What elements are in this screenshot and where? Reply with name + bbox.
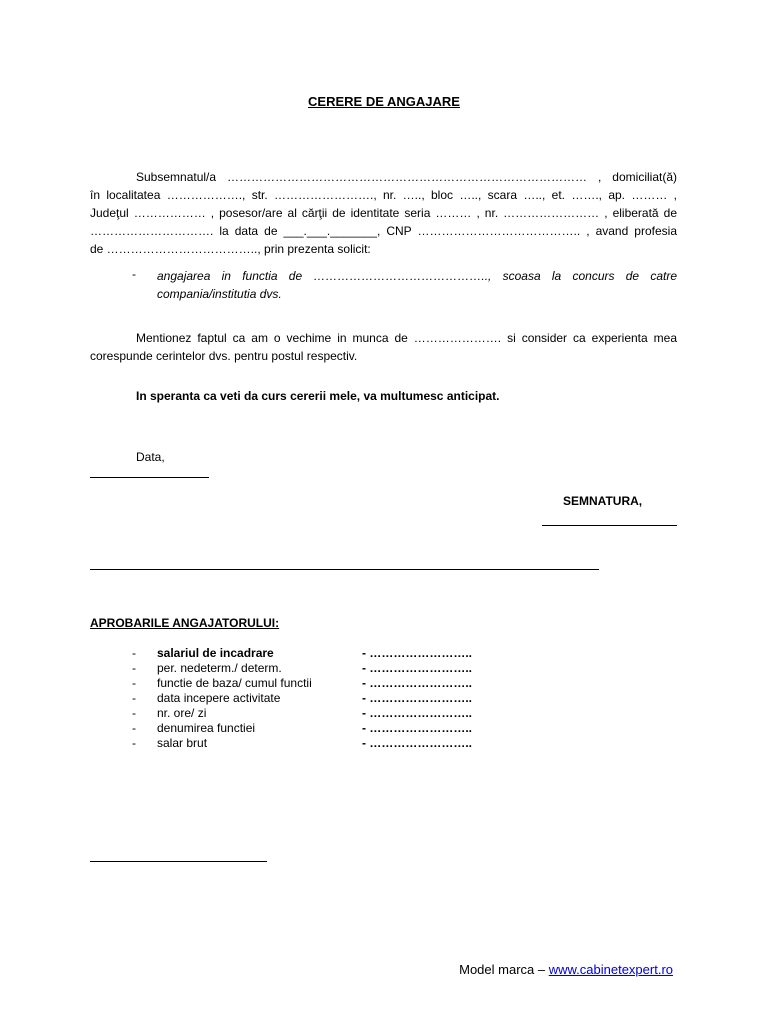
approval-label: data incepere activitate: [157, 691, 281, 705]
approval-dash: -: [132, 691, 136, 705]
section-divider: [90, 569, 599, 570]
date-label: Data,: [136, 450, 165, 464]
paragraph-line: în localitatea ………………., str. ……………………., nr. ….., bloc ….., scara ….., et. ……., ap. ……… ,: [90, 188, 677, 202]
footer-note: [459, 962, 673, 977]
approval-value: - ……………………..: [362, 706, 472, 720]
footer-link[interactable]: www.cabinetexpert.ro: [548, 962, 673, 977]
bullet-dash: -: [132, 267, 136, 281]
approval-dash: -: [132, 676, 136, 690]
experience-paragraph: [90, 329, 677, 365]
approval-label: functie de baza/ cumul functii: [157, 676, 312, 690]
approval-value: - ……………………..: [362, 646, 472, 660]
requested-position-item: [157, 267, 677, 303]
approval-dash: -: [132, 661, 136, 675]
paragraph-line: corespunde cerintelor dvs. pentru postul respectiv.: [90, 349, 358, 363]
bullet-line: compania/institutia dvs.: [157, 287, 282, 301]
footer-prefix: Model marca –: [459, 962, 549, 977]
approval-label: salariul de incadrare: [157, 646, 274, 660]
approval-dash: -: [132, 646, 136, 660]
approval-label: per. nedeterm./ determ.: [157, 661, 282, 675]
paragraph-line: de ……………………………….., prin prezenta solicit:: [90, 242, 371, 256]
employer-signature-line: [90, 861, 267, 862]
paragraph-line: …………………………. la data de ___.___._______, CNP ………………………………….. , avand profesia: [90, 224, 677, 238]
bullet-line: angajarea in functia de …………………………………….., scoasa la concurs de catre: [157, 269, 677, 283]
signature-line: [542, 525, 677, 526]
closing-sentence: In speranta ca veti da curs cererii mele, va multumesc anticipat.: [136, 389, 500, 403]
approvals-heading: APROBARILE ANGAJATORULUI:: [90, 616, 280, 630]
approval-value: - ……………………..: [362, 691, 472, 705]
approval-dash: -: [132, 736, 136, 750]
approval-label: salar brut: [157, 736, 208, 750]
approval-label: denumirea functiei: [157, 721, 256, 735]
approval-value: - ……………………..: [362, 661, 472, 675]
approval-value: - ……………………..: [362, 736, 472, 750]
document-title: CERERE DE ANGAJARE: [308, 94, 460, 109]
paragraph-line: Mentionez faptul ca am o vechime in munca de …………………. si consider ca experienta mea: [136, 331, 677, 345]
date-line: [90, 477, 209, 478]
applicant-details-paragraph: [90, 168, 677, 258]
approval-label: nr. ore/ zi: [157, 706, 207, 720]
approval-dash: -: [132, 706, 136, 720]
paragraph-line: Subsemnatul/a ……………………………………………………………………………… , domiciliat(ă): [136, 170, 677, 184]
signature-label: SEMNATURA,: [563, 494, 643, 508]
approval-value: - ……………………..: [362, 676, 472, 690]
paragraph-line: Judeţul ……………… , posesor/are al cărţii de identitate seria ……… , nr. …………………… , eliberată de: [90, 206, 677, 220]
approval-dash: -: [132, 721, 136, 735]
approval-value: - ……………………..: [362, 721, 472, 735]
